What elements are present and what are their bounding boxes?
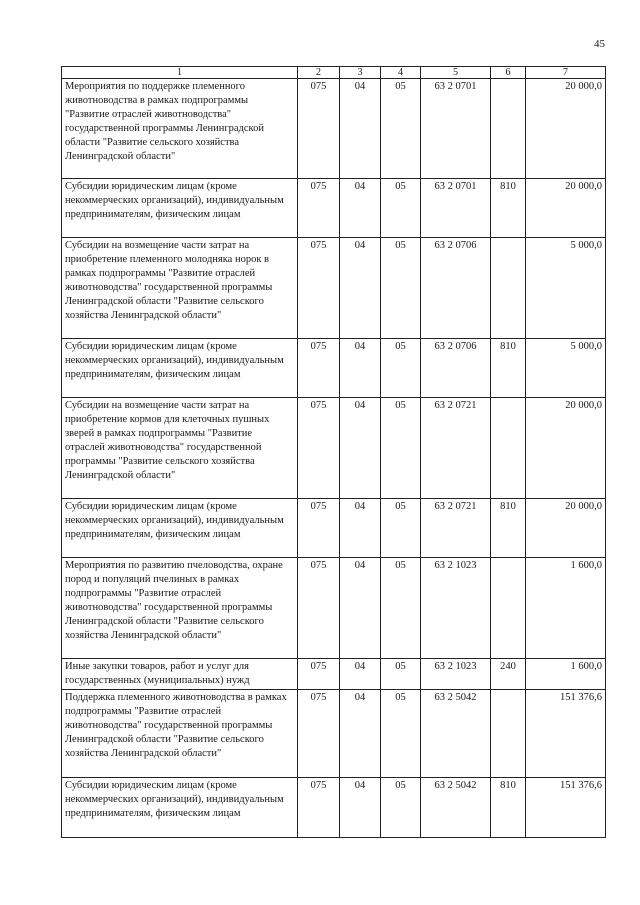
table-row xyxy=(62,398,606,499)
row-code-3: 04 xyxy=(340,778,381,838)
table-row xyxy=(62,499,606,558)
row-description: Поддержка племенного животноводства в рамках подпрограммы "Развитие отраслей животноводства" государственной программы Ленинградской области "Развитие сельского хозяйства Ленинградской области" xyxy=(62,690,298,778)
row-code-5: 63 2 0706 xyxy=(421,339,491,398)
table-row xyxy=(62,339,606,398)
row-amount: 20 000,0 xyxy=(526,79,606,179)
row-code-6: 240 xyxy=(491,659,526,690)
row-code-2: 075 xyxy=(298,659,340,690)
table-row xyxy=(62,558,606,659)
row-amount: 5 000,0 xyxy=(526,238,606,339)
row-description: Субсидии юридическим лицам (кроме некоммерческих организаций), индивидуальным предпринимателям, физическим лицам xyxy=(62,339,298,398)
row-code-6: 810 xyxy=(491,179,526,238)
table-header-row xyxy=(62,67,606,79)
page-number: 45 xyxy=(594,38,605,50)
row-code-5: 63 2 0721 xyxy=(421,398,491,499)
row-code-4: 05 xyxy=(381,339,421,398)
column-header: 2 xyxy=(298,67,340,79)
row-code-4: 05 xyxy=(381,238,421,339)
row-code-5: 63 2 5042 xyxy=(421,778,491,838)
column-header: 7 xyxy=(526,67,606,79)
row-amount: 20 000,0 xyxy=(526,398,606,499)
row-code-6 xyxy=(491,558,526,659)
row-amount: 151 376,6 xyxy=(526,690,606,778)
row-code-5: 63 2 1023 xyxy=(421,659,491,690)
row-code-6 xyxy=(491,79,526,179)
row-code-3: 04 xyxy=(340,79,381,179)
row-description: Мероприятия по развитию пчеловодства, охране пород и популяций пчелиных в рамках подпрограммы "Развитие отраслей животноводства" государственной программы Ленинградской области "Развитие сельского хозяйства Ленинградской области" xyxy=(62,558,298,659)
row-code-5: 63 2 0701 xyxy=(421,179,491,238)
table-row xyxy=(62,238,606,339)
column-header: 3 xyxy=(340,67,381,79)
row-amount: 20 000,0 xyxy=(526,179,606,238)
row-code-2: 075 xyxy=(298,79,340,179)
table-row xyxy=(62,179,606,238)
row-code-3: 04 xyxy=(340,690,381,778)
row-code-6: 810 xyxy=(491,778,526,838)
row-code-6 xyxy=(491,398,526,499)
row-amount: 20 000,0 xyxy=(526,499,606,558)
row-code-5: 63 2 5042 xyxy=(421,690,491,778)
row-code-4: 05 xyxy=(381,558,421,659)
row-description: Субсидии юридическим лицам (кроме некоммерческих организаций), индивидуальным предпринимателям, физическим лицам xyxy=(62,179,298,238)
row-code-4: 05 xyxy=(381,659,421,690)
row-description: Субсидии на возмещение части затрат на приобретение племенного молодняка норок в рамках подпрограммы "Развитие отраслей животноводства" государственной программы Ленинградской области "Развитие сельского хозяйства Ленинградской области" xyxy=(62,238,298,339)
row-code-2: 075 xyxy=(298,339,340,398)
column-header: 4 xyxy=(381,67,421,79)
column-header: 5 xyxy=(421,67,491,79)
row-code-3: 04 xyxy=(340,558,381,659)
row-code-4: 05 xyxy=(381,398,421,499)
row-amount: 1 600,0 xyxy=(526,659,606,690)
row-code-3: 04 xyxy=(340,179,381,238)
row-description: Мероприятия по поддержке племенного животноводства в рамках подпрограммы "Развитие отраслей животноводства" государственной программы Ленинградской области "Развитие сельского хозяйства Ленинградской области" xyxy=(62,79,298,179)
row-code-5: 63 2 1023 xyxy=(421,558,491,659)
row-code-3: 04 xyxy=(340,238,381,339)
row-code-3: 04 xyxy=(340,398,381,499)
column-header: 1 xyxy=(62,67,298,79)
table-row xyxy=(62,690,606,778)
row-code-5: 63 2 0721 xyxy=(421,499,491,558)
row-code-5: 63 2 0701 xyxy=(421,79,491,179)
row-code-4: 05 xyxy=(381,690,421,778)
row-code-4: 05 xyxy=(381,179,421,238)
row-code-2: 075 xyxy=(298,238,340,339)
row-amount: 1 600,0 xyxy=(526,558,606,659)
row-code-6 xyxy=(491,238,526,339)
row-code-6: 810 xyxy=(491,499,526,558)
row-code-2: 075 xyxy=(298,499,340,558)
table-row xyxy=(62,778,606,838)
row-code-3: 04 xyxy=(340,659,381,690)
row-description: Субсидии на возмещение части затрат на приобретение кормов для клеточных пушных зверей в рамках подпрограммы "Развитие отраслей животноводства" государственной программы "Развитие сельского хозяйства Ленинградской области" xyxy=(62,398,298,499)
row-description: Иные закупки товаров, работ и услуг для государственных (муниципальных) нужд xyxy=(62,659,298,690)
row-code-3: 04 xyxy=(340,339,381,398)
table-row xyxy=(62,79,606,179)
row-code-6: 810 xyxy=(491,339,526,398)
row-code-2: 075 xyxy=(298,179,340,238)
table-row xyxy=(62,659,606,690)
row-code-4: 05 xyxy=(381,499,421,558)
row-code-2: 075 xyxy=(298,558,340,659)
row-code-4: 05 xyxy=(381,778,421,838)
row-code-3: 04 xyxy=(340,499,381,558)
row-amount: 151 376,6 xyxy=(526,778,606,838)
row-code-4: 05 xyxy=(381,79,421,179)
row-description: Субсидии юридическим лицам (кроме некоммерческих организаций), индивидуальным предпринимателям, физическим лицам xyxy=(62,778,298,838)
row-code-2: 075 xyxy=(298,398,340,499)
row-code-2: 075 xyxy=(298,778,340,838)
row-description: Субсидии юридическим лицам (кроме некоммерческих организаций), индивидуальным предпринимателям, физическим лицам xyxy=(62,499,298,558)
row-code-6 xyxy=(491,690,526,778)
row-code-5: 63 2 0706 xyxy=(421,238,491,339)
column-header: 6 xyxy=(491,67,526,79)
row-amount: 5 000,0 xyxy=(526,339,606,398)
row-code-2: 075 xyxy=(298,690,340,778)
budget-table xyxy=(61,66,606,838)
